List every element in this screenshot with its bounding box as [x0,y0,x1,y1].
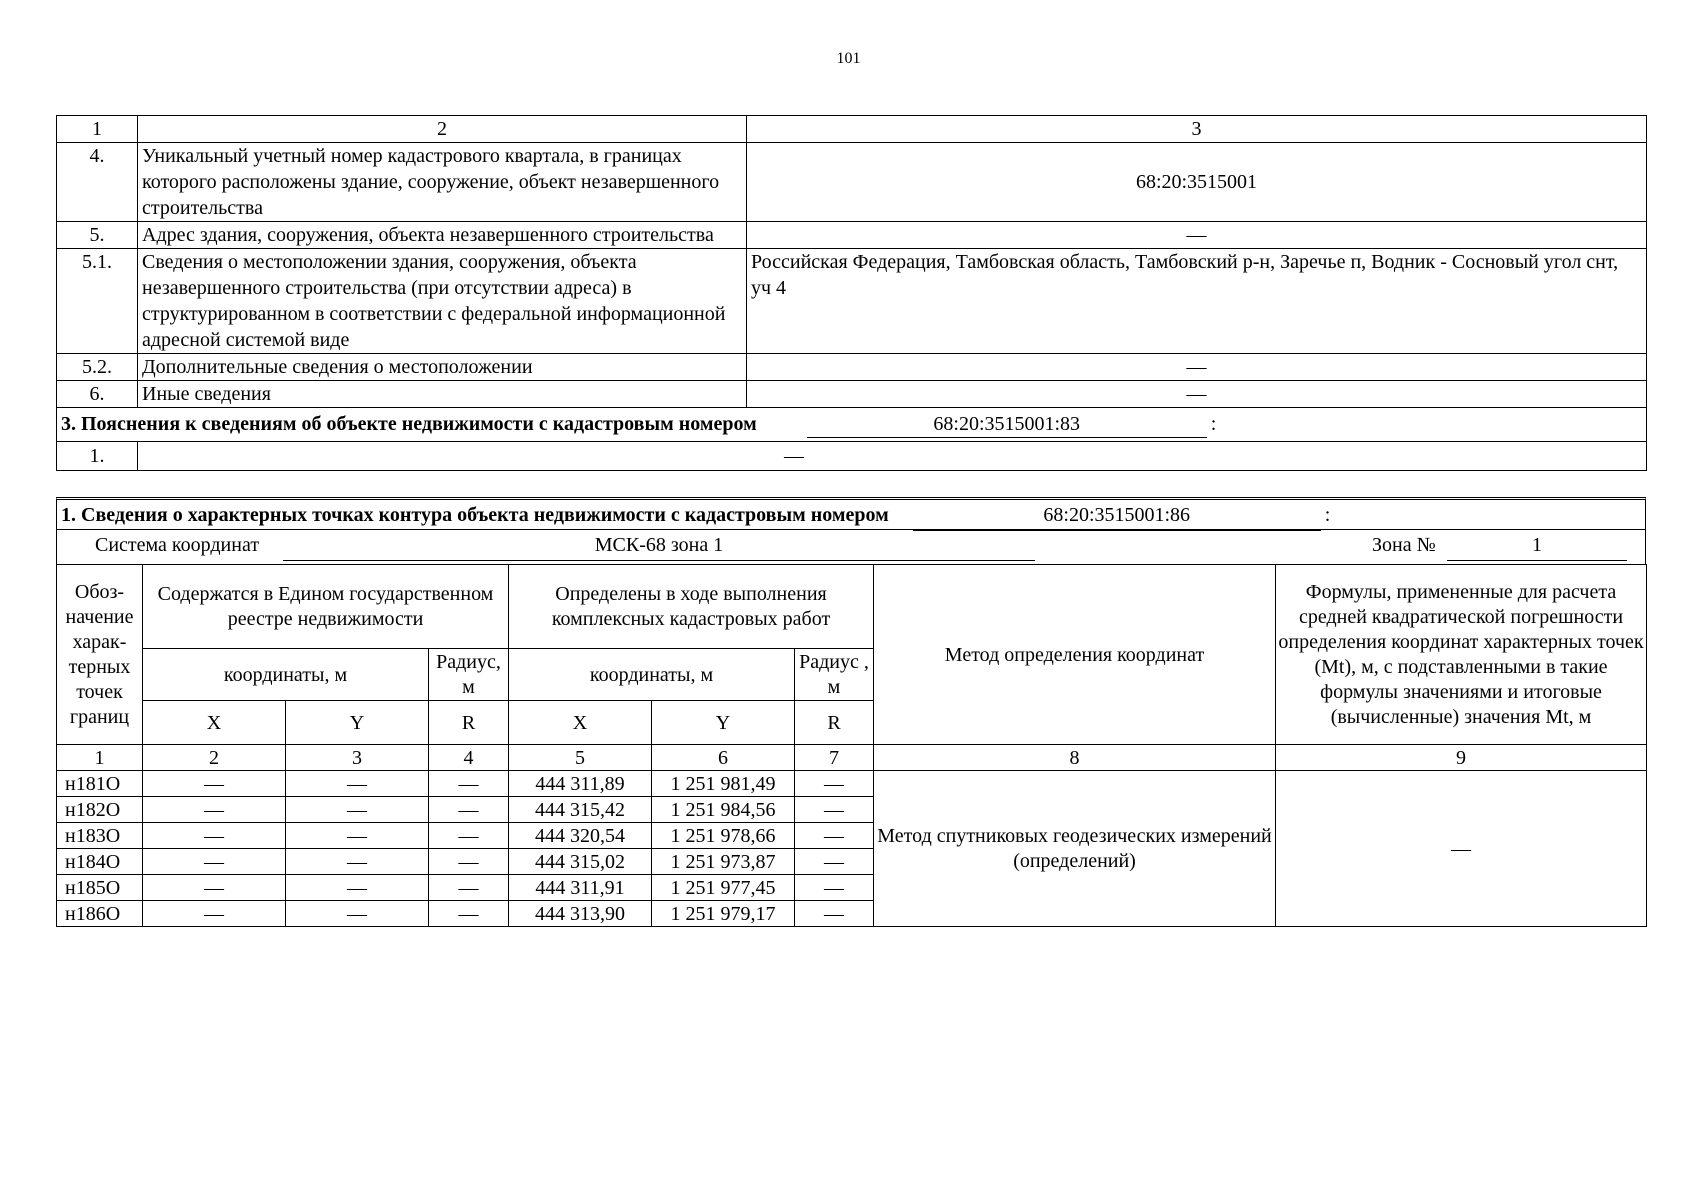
column-number: 6 [652,745,795,771]
row-number: 4. [57,143,138,222]
row-number: 6. [57,381,138,408]
egrn-r: — [429,771,509,797]
egrn-header: Содержатся в Едином государственном реестре недвижимости [143,565,509,649]
kkr-x: 444 311,89 [509,771,652,797]
column-number: 4 [429,745,509,771]
egrn-coords-label: координаты, м [143,649,429,701]
kkr-y: 1 251 984,56 [652,797,795,823]
header-cell: 1 [57,116,138,143]
row-label: Дополнительные сведения о местоположении [138,354,747,381]
kkr-x: 444 320,54 [509,823,652,849]
method-value: Метод спутниковых геодезических измерений (определений) [874,771,1276,927]
egrn-x: — [143,849,286,875]
kkr-r: — [795,823,874,849]
table-row [57,143,1647,222]
egrn-r: — [429,901,509,927]
row-label: Уникальный учетный номер кадастрового квартала, в границах которого расположены здание, сооружение, объект незавершенного строительства [138,143,747,222]
row-value: — [747,381,1647,408]
kkr-r: — [795,797,874,823]
kkr-y: 1 251 979,17 [652,901,795,927]
row-value: 68:20:3515001 [747,143,1647,222]
section1-cadastral-number: 68:20:3515001:86 [913,500,1321,531]
point-id: н184О [57,849,143,875]
column-number: 7 [795,745,874,771]
egrn-x: — [143,771,286,797]
section3-colon: : [1210,413,1217,435]
egrn-x: — [143,901,286,927]
egrn-r-label: R [429,701,509,745]
row-number: 5.1. [57,249,138,354]
column-number: 2 [143,745,286,771]
column-number: 9 [1276,745,1647,771]
kkr-y: 1 251 973,87 [652,849,795,875]
row-number: 5. [57,222,138,249]
egrn-y: — [286,823,429,849]
table-row [57,354,1647,381]
column-number: 5 [509,745,652,771]
page-number: 101 [836,50,861,67]
egrn-y-label: Y [286,701,429,745]
section3-title: 3. Пояснения к сведениям об объекте недвижимости с кадастровым номером [61,413,757,435]
row-value: Российская Федерация, Тамбовская область, Тамбовский р-н, Заречье п, Водник - Сосновый угол снт, уч 4 [747,249,1647,354]
kkr-radius-label: Радиус , м [795,649,874,701]
kkr-r: — [795,875,874,901]
coordinate-system-row [56,530,1646,564]
egrn-r: — [429,849,509,875]
table-header-row [57,116,1647,143]
row-value: — [747,354,1647,381]
column-number-row [57,745,1647,771]
row-value: — [138,442,1647,471]
points-header-row-1 [57,565,1647,649]
formula-value: — [1276,771,1647,927]
row-label: Иные сведения [138,381,747,408]
point-id: н185О [57,875,143,901]
egrn-x: — [143,823,286,849]
row-label: Сведения о местоположении здания, сооружения, объекта незавершенного строительства (при отсутствии адреса) в структурированном в соответствии с федеральной информационной адресной системой виде [138,249,747,354]
point-id: н183О [57,823,143,849]
row-number: 5.2. [57,354,138,381]
column-number: 1 [57,745,143,771]
point-id: н181О [57,771,143,797]
section3-row [57,442,1647,471]
egrn-x-label: X [143,701,286,745]
row-value: — [747,222,1647,249]
kkr-y-label: Y [652,701,795,745]
kkr-x: 444 313,90 [509,901,652,927]
kkr-x: 444 315,42 [509,797,652,823]
egrn-y: — [286,901,429,927]
header-cell: 3 [747,116,1647,143]
point-id: н186О [57,901,143,927]
kkr-y: 1 251 981,49 [652,771,795,797]
kkr-y: 1 251 978,66 [652,823,795,849]
kkr-x: 444 315,02 [509,849,652,875]
kkr-r: — [795,901,874,927]
section1-header [56,497,1646,530]
zone-label: Зона № [1372,534,1436,556]
egrn-r: — [429,797,509,823]
kkr-r: — [795,771,874,797]
characteristic-points-table [56,564,1647,927]
table-row [57,771,1647,797]
egrn-r: — [429,875,509,901]
column-number: 3 [286,745,429,771]
egrn-y: — [286,771,429,797]
row-label: Адрес здания, сооружения, объекта незавершенного строительства [138,222,747,249]
kkr-r-label: R [795,701,874,745]
header-cell: 2 [138,116,747,143]
formula-header: Формулы, примененные для расчета средней квадратической погрешности определения координат характерных точек (Mt), м, с подставленными в такие формулы значениями и итоговые (вычисленные) значения Mt, м [1276,565,1647,745]
coordinate-system-label: Система координат [95,534,260,556]
egrn-x: — [143,875,286,901]
kkr-header: Определены в ходе выполнения комплексных кадастровых работ [509,565,874,649]
section3-header [57,408,1647,442]
kkr-coords-label: координаты, м [509,649,795,701]
kkr-x-label: X [509,701,652,745]
egrn-y: — [286,797,429,823]
point-designation-header: Обоз-начение харак-терных точек границ [57,565,143,745]
object-info-table [56,115,1647,471]
row-number: 1. [57,442,138,471]
section1-colon: : [1324,504,1331,526]
table-row [57,381,1647,408]
point-id: н182О [57,797,143,823]
table-row [57,249,1647,354]
section1-title: 1. Сведения о характерных точках контура объекта недвижимости с кадастровым номером [61,504,889,526]
egrn-y: — [286,849,429,875]
method-header: Метод определения координат [874,565,1276,745]
section3-cadastral-number: 68:20:3515001:83 [807,411,1207,438]
egrn-y: — [286,875,429,901]
kkr-y: 1 251 977,45 [652,875,795,901]
egrn-r: — [429,823,509,849]
egrn-x: — [143,797,286,823]
egrn-radius-label: Радиус, м [429,649,509,701]
coordinate-system-value: МСК-68 зона 1 [283,530,1035,561]
column-number: 8 [874,745,1276,771]
kkr-r: — [795,849,874,875]
table-row [57,222,1647,249]
kkr-x: 444 311,91 [509,875,652,901]
section3-header-row [57,408,1647,442]
zone-value: 1 [1447,530,1627,561]
